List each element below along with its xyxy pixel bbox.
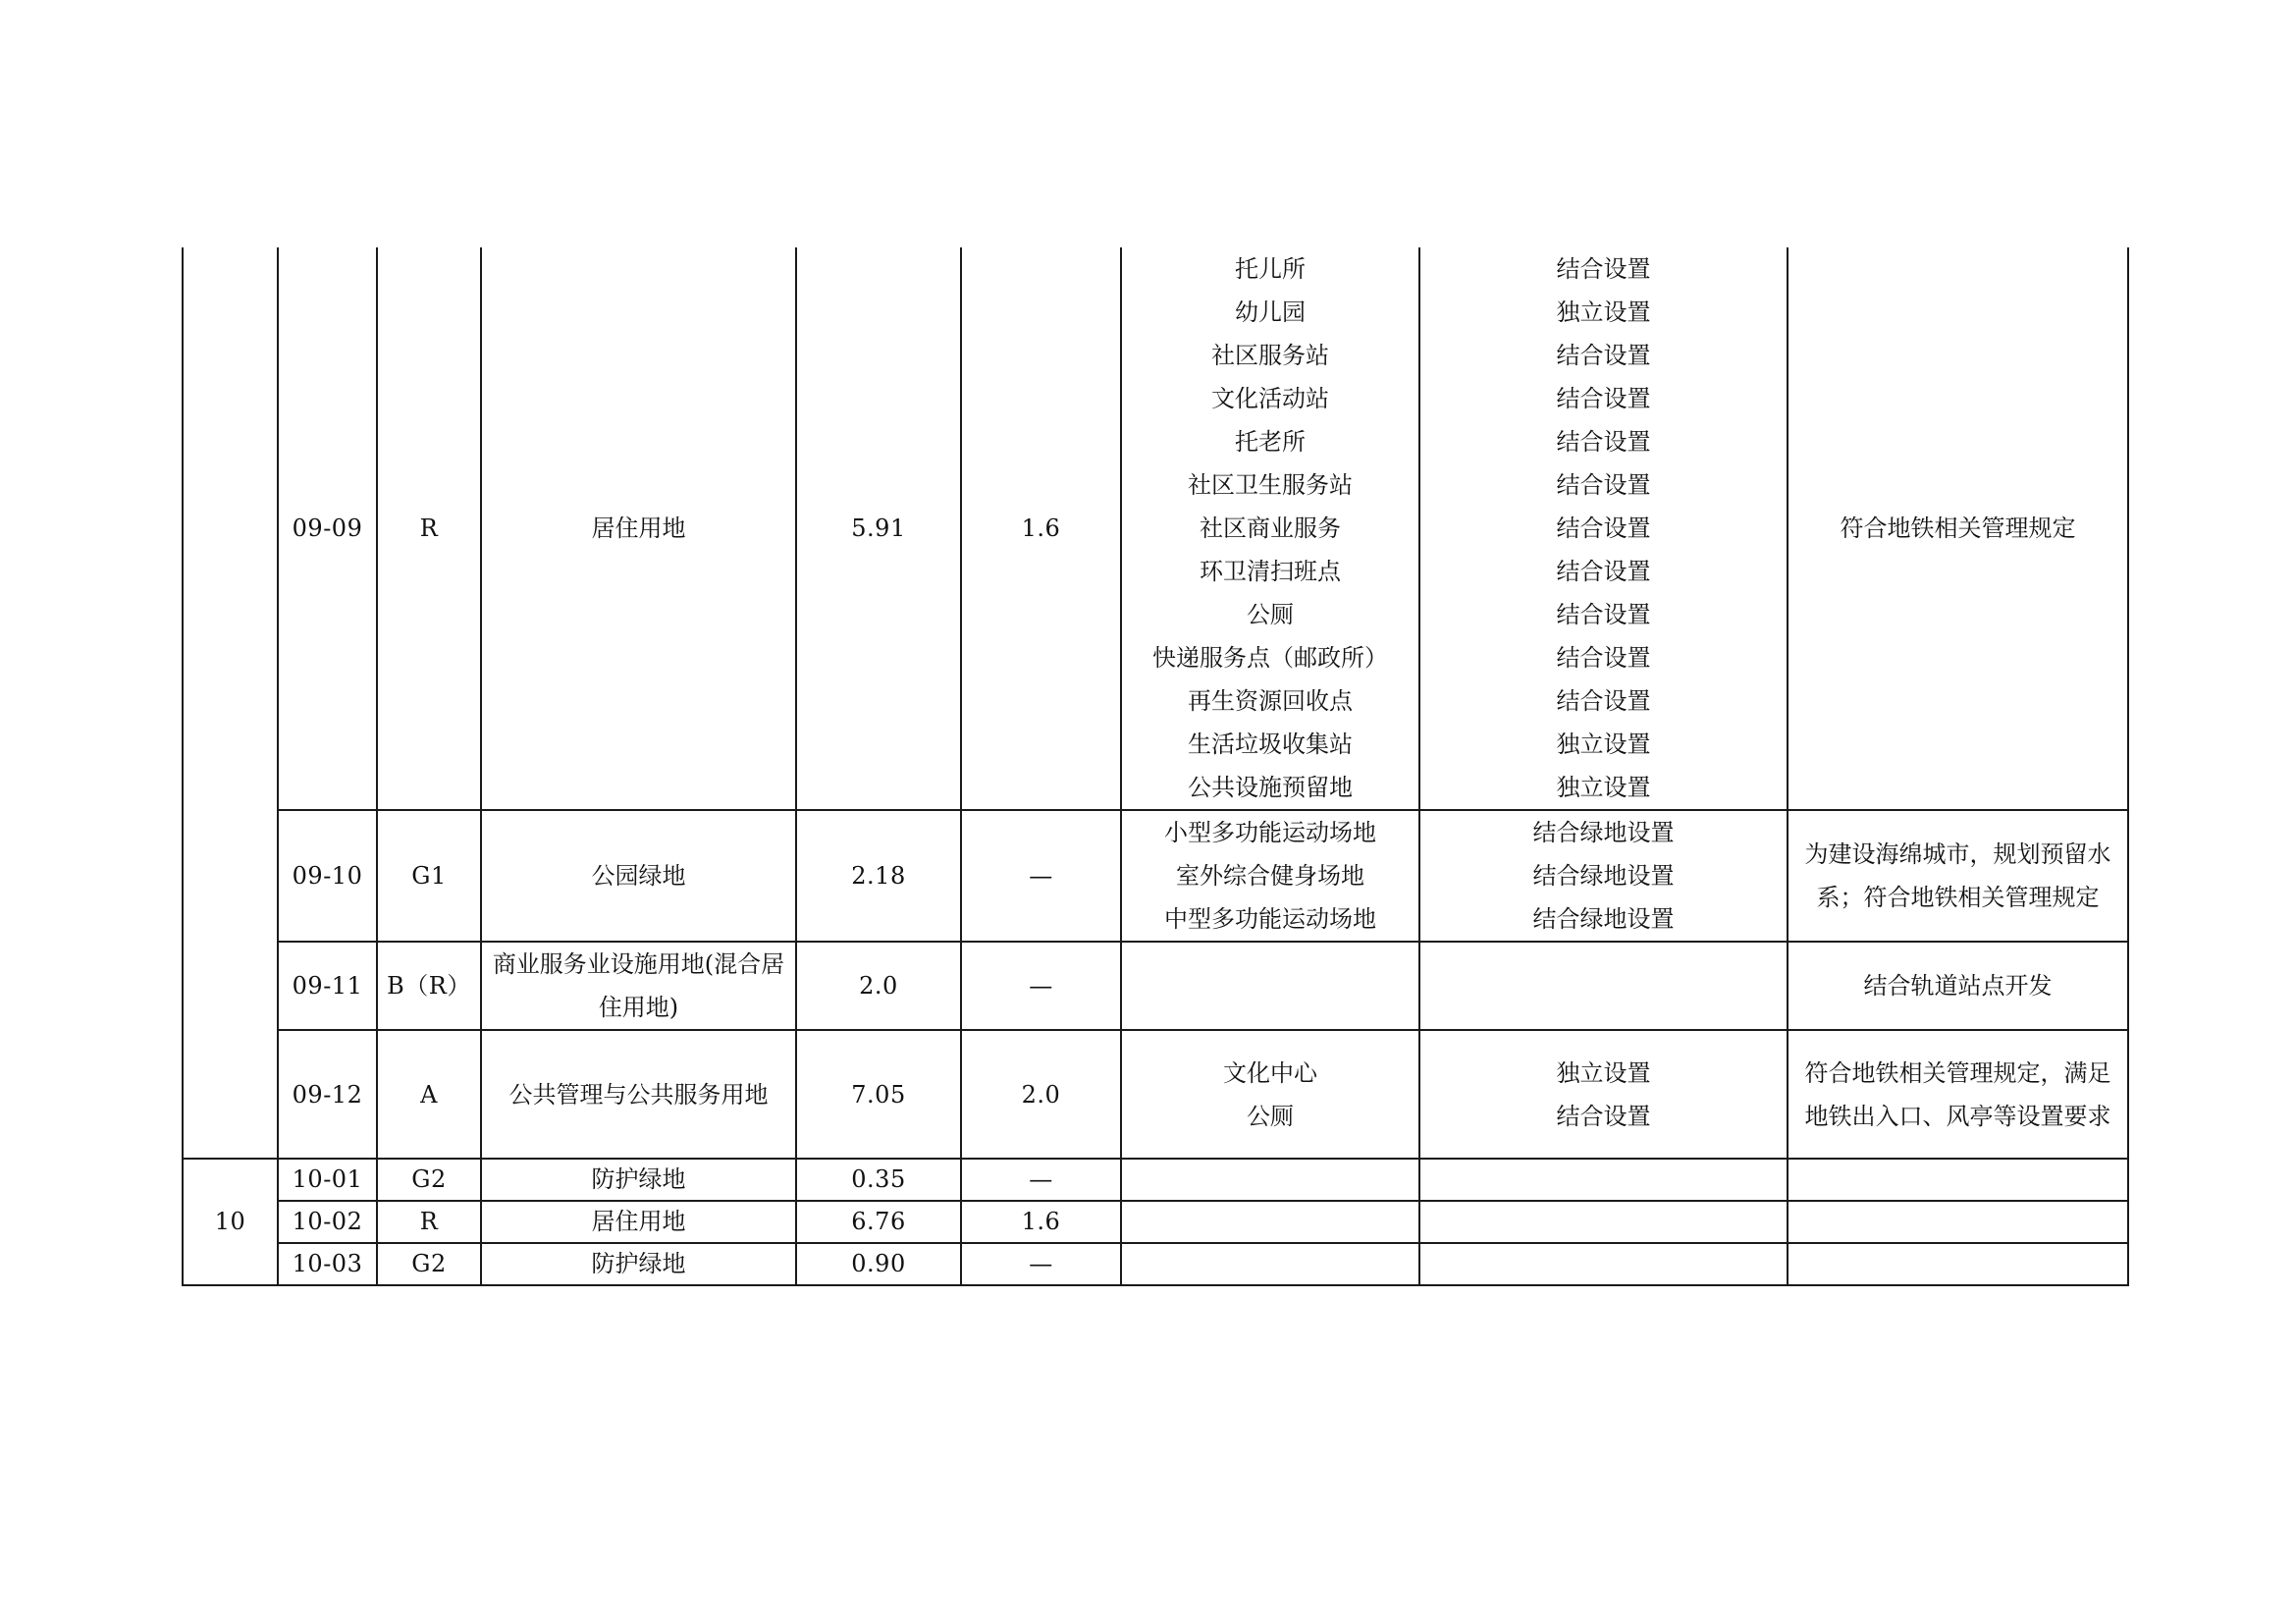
floor-area-ratio: — bbox=[961, 810, 1121, 942]
table-row bbox=[183, 1030, 2128, 1159]
method-list bbox=[1419, 1030, 1788, 1159]
facility-item: 文化活动站 bbox=[1211, 385, 1329, 412]
table-row bbox=[183, 1243, 2128, 1285]
land-area: 6.76 bbox=[796, 1201, 961, 1243]
facility-item: 社区商业服务 bbox=[1200, 514, 1341, 542]
method-item: 独立设置 bbox=[1556, 774, 1651, 801]
facility-list bbox=[1121, 1201, 1419, 1243]
plot-code: 09-12 bbox=[278, 1030, 377, 1159]
land-area: 0.35 bbox=[796, 1159, 961, 1201]
plot-code: 09-11 bbox=[278, 942, 377, 1030]
method-item: 结合设置 bbox=[1556, 601, 1651, 628]
method-list bbox=[1419, 810, 1788, 942]
method-item: 结合设置 bbox=[1556, 514, 1651, 542]
floor-area-ratio: — bbox=[961, 1243, 1121, 1285]
land-use-table bbox=[182, 247, 2129, 1286]
facility-list bbox=[1121, 1159, 1419, 1201]
floor-area-ratio: 1.6 bbox=[961, 1201, 1121, 1243]
block-cell-09 bbox=[183, 247, 278, 1159]
land-use-name: 防护绿地 bbox=[481, 1159, 796, 1201]
method-list bbox=[1419, 942, 1788, 1030]
method-item: 结合绿地设置 bbox=[1532, 819, 1675, 846]
method-item: 结合设置 bbox=[1556, 558, 1651, 585]
method-list bbox=[1419, 1243, 1788, 1285]
land-use-name: 防护绿地 bbox=[481, 1243, 796, 1285]
facility-list bbox=[1121, 942, 1419, 1030]
facility-list bbox=[1121, 810, 1419, 942]
land-type-code: R bbox=[377, 247, 481, 810]
floor-area-ratio: 2.0 bbox=[961, 1030, 1121, 1159]
plot-code: 10-02 bbox=[278, 1201, 377, 1243]
land-area: 2.18 bbox=[796, 810, 961, 942]
method-list bbox=[1419, 1201, 1788, 1243]
remark: 结合轨道站点开发 bbox=[1788, 942, 2128, 1030]
block-number: 10 bbox=[183, 1159, 278, 1285]
facility-item: 公厕 bbox=[1247, 601, 1294, 628]
facility-list bbox=[1121, 1030, 1419, 1159]
facility-list bbox=[1121, 1243, 1419, 1285]
land-type-code: G1 bbox=[377, 810, 481, 942]
facility-item: 社区服务站 bbox=[1211, 342, 1329, 369]
facility-item: 室外综合健身场地 bbox=[1176, 862, 1364, 890]
facility-list bbox=[1121, 247, 1419, 810]
method-item: 结合绿地设置 bbox=[1532, 905, 1675, 933]
plot-code: 10-03 bbox=[278, 1243, 377, 1285]
land-area: 7.05 bbox=[796, 1030, 961, 1159]
table-row bbox=[183, 810, 2128, 942]
facility-item: 文化中心 bbox=[1223, 1058, 1317, 1087]
facility-item: 小型多功能运动场地 bbox=[1164, 819, 1376, 846]
method-list bbox=[1419, 1159, 1788, 1201]
method-item: 结合设置 bbox=[1556, 385, 1651, 412]
land-area: 2.0 bbox=[796, 942, 961, 1030]
table-row bbox=[183, 942, 2128, 1030]
floor-area-ratio: — bbox=[961, 942, 1121, 1030]
method-item: 结合设置 bbox=[1556, 687, 1651, 715]
remark bbox=[1788, 1159, 2128, 1201]
remark bbox=[1788, 1201, 2128, 1243]
land-use-name: 居住用地 bbox=[481, 1201, 796, 1243]
plot-code: 09-09 bbox=[278, 247, 377, 810]
facility-item: 中型多功能运动场地 bbox=[1164, 905, 1376, 933]
facility-item: 公共设施预留地 bbox=[1188, 774, 1353, 801]
land-area: 0.90 bbox=[796, 1243, 961, 1285]
facility-item: 托儿所 bbox=[1235, 255, 1306, 283]
table-row bbox=[183, 1159, 2128, 1201]
method-item: 结合绿地设置 bbox=[1532, 862, 1675, 890]
table-row bbox=[183, 247, 2128, 810]
method-item: 独立设置 bbox=[1556, 298, 1651, 326]
remark: 符合地铁相关管理规定 bbox=[1788, 247, 2128, 810]
remark: 符合地铁相关管理规定，满足地铁出入口、风亭等设置要求 bbox=[1788, 1030, 2128, 1159]
facility-item: 生活垃圾收集站 bbox=[1188, 731, 1353, 758]
method-list bbox=[1419, 247, 1788, 810]
remark bbox=[1788, 1243, 2128, 1285]
facility-item: 社区卫生服务站 bbox=[1188, 471, 1353, 499]
method-item: 独立设置 bbox=[1556, 731, 1651, 758]
land-type-code: B（R） bbox=[377, 942, 481, 1030]
facility-item: 幼儿园 bbox=[1235, 298, 1306, 326]
floor-area-ratio: 1.6 bbox=[961, 247, 1121, 810]
land-type-code: R bbox=[377, 1201, 481, 1243]
land-use-name: 公园绿地 bbox=[481, 810, 796, 942]
method-item: 结合设置 bbox=[1556, 428, 1651, 456]
method-item: 结合设置 bbox=[1556, 644, 1651, 672]
land-use-name: 居住用地 bbox=[481, 247, 796, 810]
plot-code: 10-01 bbox=[278, 1159, 377, 1201]
floor-area-ratio: — bbox=[961, 1159, 1121, 1201]
land-type-code: G2 bbox=[377, 1159, 481, 1201]
plot-code: 09-10 bbox=[278, 810, 377, 942]
facility-item: 托老所 bbox=[1235, 428, 1306, 456]
land-area: 5.91 bbox=[796, 247, 961, 810]
land-use-name: 公共管理与公共服务用地 bbox=[481, 1030, 796, 1159]
remark: 为建设海绵城市，规划预留水系；符合地铁相关管理规定 bbox=[1788, 810, 2128, 942]
method-item: 结合设置 bbox=[1556, 471, 1651, 499]
method-item: 独立设置 bbox=[1556, 1058, 1651, 1087]
method-item: 结合设置 bbox=[1556, 255, 1651, 283]
land-type-code: A bbox=[377, 1030, 481, 1159]
table-row bbox=[183, 1201, 2128, 1243]
method-item: 结合设置 bbox=[1556, 1102, 1651, 1130]
land-type-code: G2 bbox=[377, 1243, 481, 1285]
facility-item: 快递服务点（邮政所） bbox=[1152, 644, 1388, 672]
method-item: 结合设置 bbox=[1556, 342, 1651, 369]
facility-item: 环卫清扫班点 bbox=[1200, 558, 1341, 585]
facility-item: 再生资源回收点 bbox=[1188, 687, 1353, 715]
facility-item: 公厕 bbox=[1247, 1102, 1294, 1130]
land-use-name: 商业服务业设施用地(混合居住用地) bbox=[481, 942, 796, 1030]
